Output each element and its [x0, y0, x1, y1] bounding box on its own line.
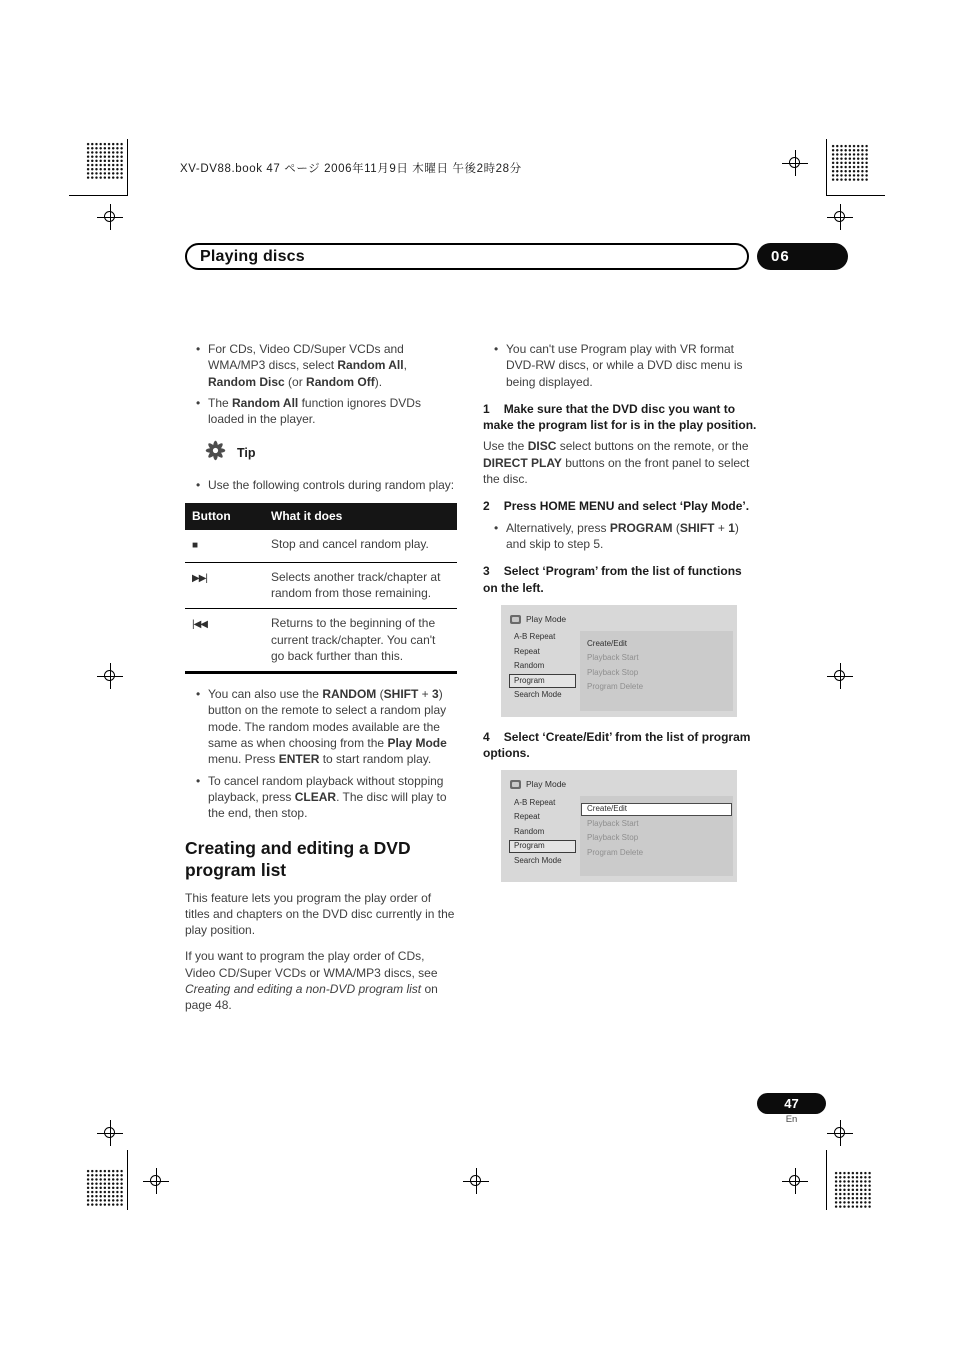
right-column [483, 341, 759, 894]
paragraph: This feature lets you program the play order of titles and chapters on the DVD disc currently in the play position. [185, 890, 455, 938]
registration-target [97, 204, 123, 230]
play-mode-header [510, 611, 566, 627]
menu-item-search-mode: Search Mode [514, 855, 562, 865]
menu-item-program: Program [509, 840, 576, 854]
bullet-item [185, 341, 458, 390]
menu-item-repeat: Repeat [514, 646, 540, 656]
bullet-item [185, 686, 458, 767]
page-language: En [785, 1114, 798, 1125]
crop-line [826, 139, 827, 196]
bullet-item [185, 395, 458, 428]
paragraph: If you want to program the play order of CDs, Video CD/Super VCDs or WMA/MP3 discs, see Creating and editing a non-DVD program list on page 48. [185, 949, 438, 1013]
halftone-mark-top-right [831, 144, 868, 181]
bullet-marker: • [196, 773, 201, 788]
step-text: Select ‘Create/Edit’ from the list of program options. [483, 729, 751, 761]
chapter-title: Playing discs [200, 247, 305, 265]
button-description: Selects another track/chapter at random from those remaining. [271, 569, 441, 600]
option-playback-start: Playback Start [587, 653, 639, 663]
option-program-delete: Program Delete [587, 847, 644, 857]
previous-track-button-icon: |◀◀ [192, 619, 207, 631]
step-text: Make sure that the DVD disc you want to make the program list for is in the play position. [483, 401, 757, 433]
halftone-mark-bottom-right [834, 1171, 871, 1208]
play-mode-option-panel [580, 631, 733, 711]
option-create-edit: Create/Edit [581, 803, 732, 816]
step-2-heading [483, 498, 759, 514]
table-row [185, 609, 457, 674]
tip-icon [205, 440, 226, 465]
play-mode-icon [510, 615, 521, 624]
step-number: 2 [483, 499, 490, 514]
registration-target [782, 150, 808, 176]
bullet-item [483, 520, 759, 553]
halftone-mark-bottom-left [86, 1169, 123, 1206]
bullet-text: You can't use Program play with VR format DVD-RW discs, or while a DVD disc menu is being displayed. [506, 342, 743, 389]
option-create-edit: Create/Edit [587, 638, 628, 648]
menu-item-search-mode: Search Mode [514, 690, 562, 700]
tip-label: Tip [237, 445, 256, 460]
chapter-header-bar [185, 243, 749, 270]
option-playback-stop: Playback Stop [587, 833, 639, 843]
play-mode-icon [510, 780, 521, 789]
menu-item-random: Random [514, 826, 545, 836]
stop-button-icon: ■ [192, 540, 198, 552]
step-1-body: Use the DISC select buttons on the remote, or the DIRECT PLAY buttons on the front panel to select the disc. [483, 439, 750, 487]
table-row [185, 530, 457, 562]
step-number: 3 [483, 564, 490, 579]
play-mode-option-panel [580, 796, 733, 876]
registration-target [827, 663, 853, 689]
bullet-marker: • [196, 395, 201, 410]
button-description: Stop and cancel random play. [271, 537, 429, 552]
button-description: Returns to the beginning of the current track/chapter. You can't go back further than this. [271, 616, 436, 663]
table-header-button: Button [192, 509, 231, 524]
bullet-marker: • [494, 342, 499, 356]
bullet-text: You can also use the RANDOM (SHIFT + 3) button on the remote to select a random play mode. The random modes available are the same as when choosing from the Play Mode menu. Press ENTER to start random play. [208, 687, 447, 767]
registration-target [782, 1168, 808, 1194]
step-4-heading [483, 729, 759, 762]
bullet-marker: • [196, 687, 201, 702]
bullet-text: For CDs, Video CD/Super VCDs and WMA/MP3 discs, select Random All, Random Disc (or Random Off). [208, 342, 407, 389]
bullet-item [185, 773, 458, 822]
tip-block [205, 440, 458, 465]
halftone-mark-top-left [86, 142, 123, 179]
bullet-text: Alternatively, press PROGRAM (SHIFT + 1) and skip to step 5. [506, 520, 739, 551]
controls-table [185, 503, 457, 674]
section-heading: Creating and editing a DVD program list [185, 837, 411, 880]
registration-target [97, 1120, 123, 1146]
play-mode-screenshot-2 [501, 770, 737, 882]
crop-line [827, 195, 885, 196]
step-text: Select ‘Program’ from the list of functions on the left. [483, 564, 742, 595]
option-playback-start: Playback Start [587, 818, 639, 828]
bullet-marker: • [196, 342, 201, 356]
crop-line [127, 139, 128, 196]
bullet-text: To cancel random playback without stopping playback, press CLEAR. The disc will play to the end, then stop. [208, 773, 447, 821]
play-mode-screenshot-1 [501, 605, 737, 717]
play-mode-title: Play Mode [526, 613, 567, 624]
page-number-badge: 47 [757, 1093, 826, 1114]
menu-item-program: Program [509, 674, 576, 688]
step-text: Press HOME MENU and select ‘Play Mode’. [503, 499, 750, 514]
menu-item-ab-repeat: A-B Repeat [514, 632, 556, 642]
play-mode-function-list [509, 631, 576, 704]
registration-target [97, 663, 123, 689]
bullet-marker: • [494, 520, 499, 535]
menu-item-ab-repeat: A-B Repeat [514, 797, 556, 807]
table-header-what: What it does [271, 509, 343, 524]
bullet-item [483, 341, 759, 390]
step-number: 1 [483, 401, 490, 416]
bullet-item [185, 477, 458, 493]
crop-line [69, 195, 127, 196]
bullet-text: The Random All function ignores DVDs loaded in the player. [208, 395, 421, 427]
crop-line [127, 1150, 128, 1210]
registration-target [827, 204, 853, 230]
table-header-row [185, 503, 457, 530]
registration-target [463, 1168, 489, 1194]
menu-item-random: Random [514, 661, 545, 671]
option-playback-stop: Playback Stop [587, 667, 639, 677]
registration-target [827, 1120, 853, 1146]
registration-target [143, 1168, 169, 1194]
chapter-number-badge: 06 [757, 243, 848, 270]
play-mode-function-list [509, 796, 576, 869]
next-track-button-icon: ▶▶| [192, 572, 207, 584]
option-program-delete: Program Delete [587, 682, 644, 692]
menu-item-repeat: Repeat [514, 812, 540, 822]
left-column [185, 341, 458, 1024]
crop-line [826, 1150, 827, 1210]
play-mode-header [510, 776, 566, 792]
file-note: XV-DV88.book 47 ページ 2006年11月9日 木曜日 午後2時28分 [180, 163, 522, 175]
step-number: 4 [483, 729, 490, 744]
play-mode-title: Play Mode [526, 779, 567, 790]
bullet-text: Use the following controls during random play: [208, 477, 455, 492]
step-1-heading [483, 401, 759, 434]
table-row [185, 563, 457, 610]
bullet-marker: • [196, 477, 201, 492]
step-3-heading [483, 563, 759, 596]
